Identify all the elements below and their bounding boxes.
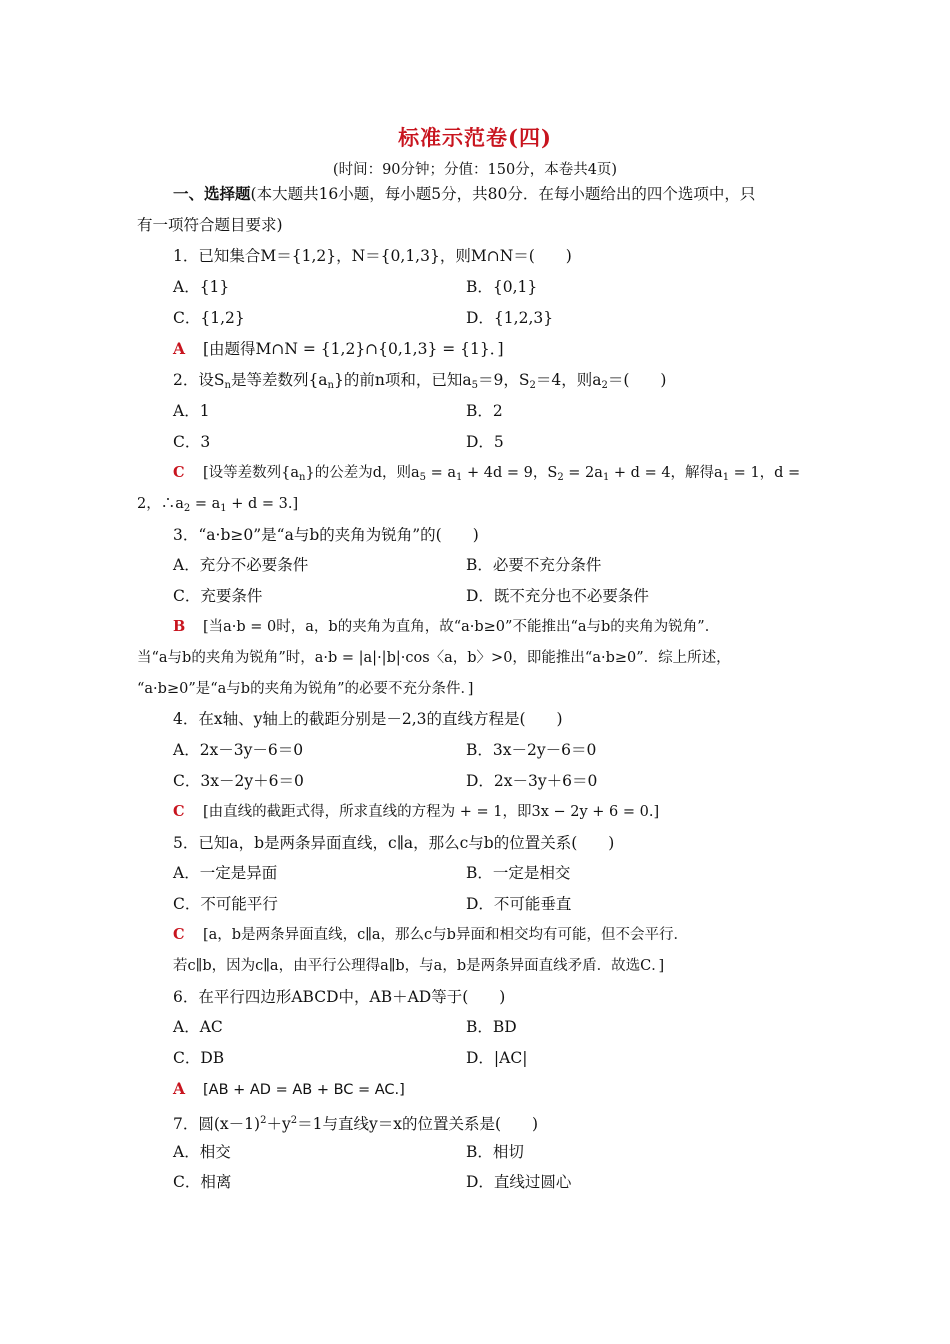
q5-solution: C [a，b是两条异面直线，c∥a，那么c与b异面和相交均有可能，但不会平行． xyxy=(173,926,688,943)
q2-solution-cont: 2，$\therefore a_2 = a_1 + d = 3$.] xyxy=(137,496,299,514)
q7-stem: 7．圆$(x-1)^2+y^2=1$与直线y＝x的位置关系是( ) xyxy=(173,1115,539,1133)
q2-option-b: B．2 xyxy=(466,402,503,420)
page-title: 标准示范卷(四) xyxy=(398,125,552,150)
q1-option-a: A．{1} xyxy=(173,278,230,296)
q6-answer: A xyxy=(173,1079,186,1098)
q4-option-a: A．2x－3y－6＝0 xyxy=(173,741,304,759)
q1-stem: 1．已知集合M＝{1,2}，N＝{0,1,3}，则M∩N＝( ) xyxy=(173,247,572,265)
q6-option-b: B．BD xyxy=(466,1018,517,1036)
q3-option-d: D．既不充分也不必要条件 xyxy=(466,587,649,605)
exam-meta: (时间：90分钟；分值：150分，本卷共4页) xyxy=(332,162,618,178)
q5-option-c: C．不可能平行 xyxy=(173,895,278,913)
section-desc: (本大题共16小题，每小题5分，共80分．在每小题给出的四个选项中，只 xyxy=(250,185,756,203)
q7-option-b: B．相切 xyxy=(466,1143,524,1161)
q4-stem: 4．在x轴、y轴上的截距分别是－2,3的直线方程是( ) xyxy=(173,710,563,728)
q5-answer: C xyxy=(173,926,185,943)
q2-option-a: A．1 xyxy=(173,402,210,420)
section-heading-line xyxy=(173,184,755,204)
q4-option-b: B．3x－2y－6＝0 xyxy=(466,741,597,759)
q2-stem: 2．设$S_n$是等差数列$\{a_n\}$的前n项和，已知$a_5=9$，$S_2=4$，则$a_2=$( ) xyxy=(173,371,667,391)
q6-stem: 6．在平行四边形ABCD中，AB＋AD等于( ) xyxy=(173,988,506,1006)
q2-answer: C xyxy=(173,464,185,481)
q4-option-c: C．3x－2y＋6＝0 xyxy=(173,772,304,790)
q4-answer: C xyxy=(173,803,185,820)
q3-solution: B [当a·b = 0时，a，b的夹角为直角，故“a·b≥0”不能推出“a与b的夹角为锐角”． xyxy=(173,618,720,635)
q1-option-b: B．{0,1} xyxy=(466,278,538,296)
q1-analysis: [由题得M∩N = {1,2}∩{0,1,3} = {1}．] xyxy=(203,340,504,358)
q4-option-d: D．2x－3y＋6＝0 xyxy=(466,772,598,790)
q5-option-d: D．不可能垂直 xyxy=(466,895,572,913)
q6-option-a: A．AC xyxy=(173,1018,223,1036)
q2-option-d: D．5 xyxy=(466,433,504,451)
q1-option-c: C．{1,2} xyxy=(173,309,245,327)
q7-option-d: D．直线过圆心 xyxy=(466,1173,572,1191)
q3-option-a: A．充分不必要条件 xyxy=(173,556,309,574)
q7-option-a: A．相交 xyxy=(173,1143,231,1161)
q3-solution-cont-1: 当“a与b的夹角为锐角”时，a·b = |a|·|b|·cos〈a，b〉>0，即能推出“a·b≥0”．综上所述， xyxy=(137,650,731,666)
q4-solution: C [由直线的截距式得，所求直线的方程为 + = 1，即3x − 2y + 6 = 0.] xyxy=(173,803,660,820)
q1-answer: A xyxy=(173,339,186,358)
q3-solution-cont-2: “a·b≥0”是“a与b的夹角为锐角”的必要不充分条件．] xyxy=(137,681,474,697)
q2-solution: C [设等差数列$\{a_n\}$的公差为d，则$a_5 = a_1 + 4d = 9$，$S_2 = 2a_1 + d = 4$，解得$a_1 = 1$，d = xyxy=(173,464,801,483)
q3-option-c: C．充要条件 xyxy=(173,587,263,605)
q5-stem: 5．已知a，b是两条异面直线，c∥a，那么c与b的位置关系( ) xyxy=(173,834,615,852)
q6-option-d: D．|AC| xyxy=(466,1049,528,1067)
q5-option-b: B．一定是相交 xyxy=(466,864,571,882)
q3-option-b: B．必要不充分条件 xyxy=(466,556,602,574)
q5-solution-cont: 若c∥b，因为c∥a，由平行公理得a∥b，与a，b是两条异面直线矛盾．故选C．] xyxy=(173,958,665,974)
section-desc-cont: 有一项符合题目要求) xyxy=(137,216,283,234)
q6-option-c: C．DB xyxy=(173,1049,225,1067)
q6-solution: A [AB + AD = AB + BC = AC.] xyxy=(173,1079,405,1098)
q1-option-d: D．{1,2,3} xyxy=(466,309,554,327)
q3-stem: 3．“a·b≥0”是“a与b的夹角为锐角”的( ) xyxy=(173,526,479,544)
q5-option-a: A．一定是异面 xyxy=(173,864,278,882)
section-heading: 一、选择题 xyxy=(173,184,251,203)
q2-option-c: C．3 xyxy=(173,433,211,451)
q3-answer: B xyxy=(173,618,186,635)
q1-solution xyxy=(173,339,504,359)
q7-option-c: C．相离 xyxy=(173,1173,232,1191)
